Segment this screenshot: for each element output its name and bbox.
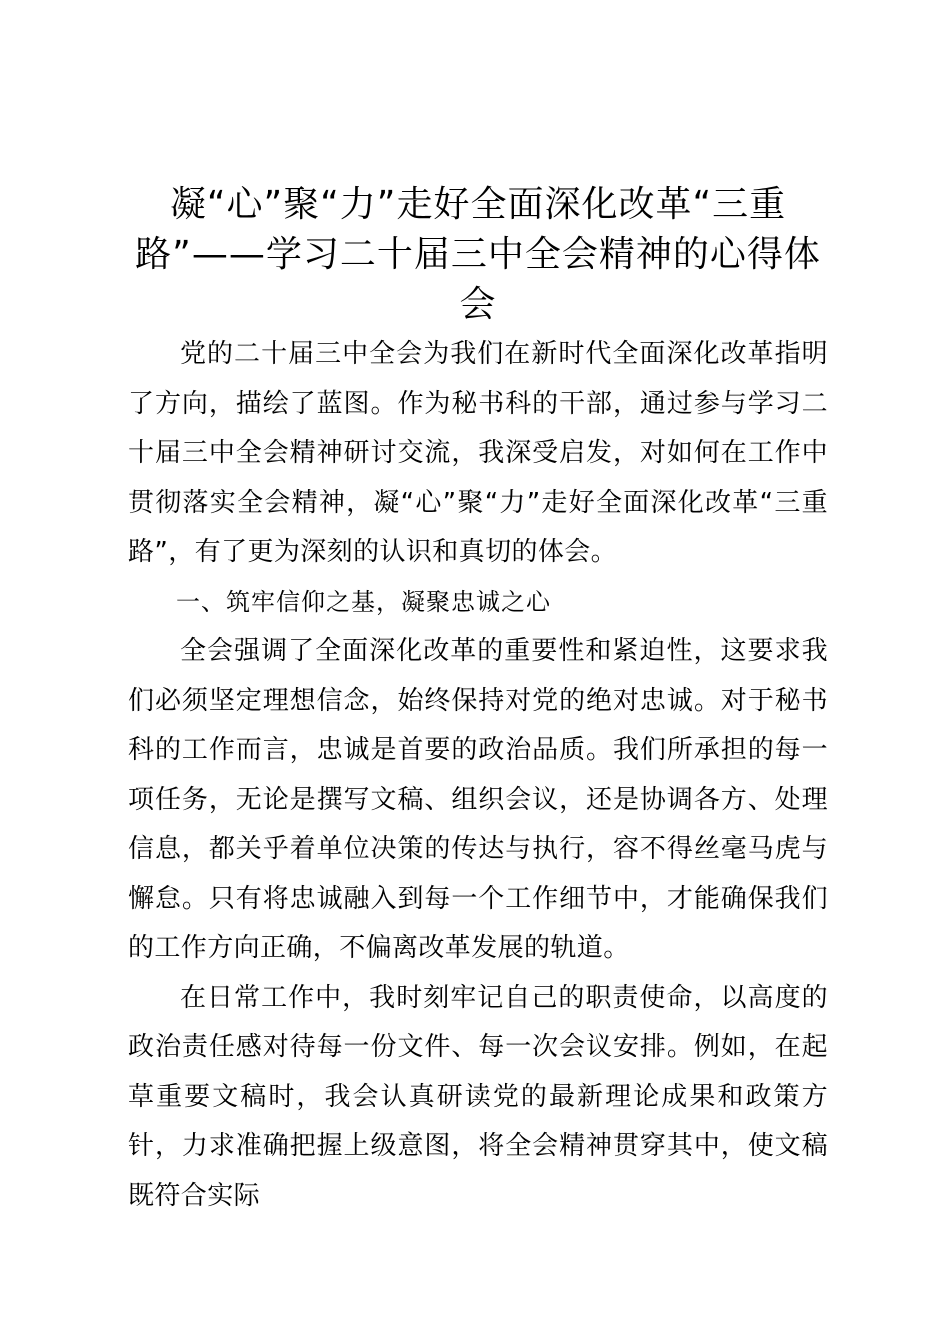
paragraph-intro: 党的二十届三中全会为我们在新时代全面深化改革指明了方向，描绘了蓝图。作为秘书科的干部，通过参与学习二十届三中全会精神研讨交流，我深受启发，对如何在工作中贯彻落实全会精神，凝“心”聚“力”走好全面深化改革“三重路”，有了更为深刻的认识和真切的体会。: [128, 339, 828, 567]
paragraph-loyalty: 全会强调了全面深化改革的重要性和紧迫性，这要求我们必须坚定理想信念，始终保持对党的绝对忠诚。对于秘书科的工作而言，忠诚是首要的政治品质。我们所承担的每一项任务，无论是撰写文稿、组织会议，还是协调各方、处理信息，都关乎着单位决策的传达与执行，容不得丝毫马虎与懈怠。只有将忠诚融入到每一个工作细节中，才能确保我们的工作方向正确，不偏离改革发展的轨道。: [128, 636, 828, 963]
document-title: 凝“心”聚“力”走好全面深化改革“三重路”——学习二十届三中全会精神的心得体会: [135, 184, 821, 325]
section-heading-1: 一、筑牢信仰之基，凝聚忠诚之心: [176, 587, 551, 616]
paragraph-daily-work: 在日常工作中，我时刻牢记自己的职责使命，以高度的政治责任感对待每一份文件、每一次会议安排。例如，在起草重要文稿时，我会认真研读党的最新理论成果和政策方针，力求准确把握上级意图，将全会精神贯穿其中，使文稿既符合实际: [128, 982, 828, 1211]
document-body: [128, 330, 828, 1221]
